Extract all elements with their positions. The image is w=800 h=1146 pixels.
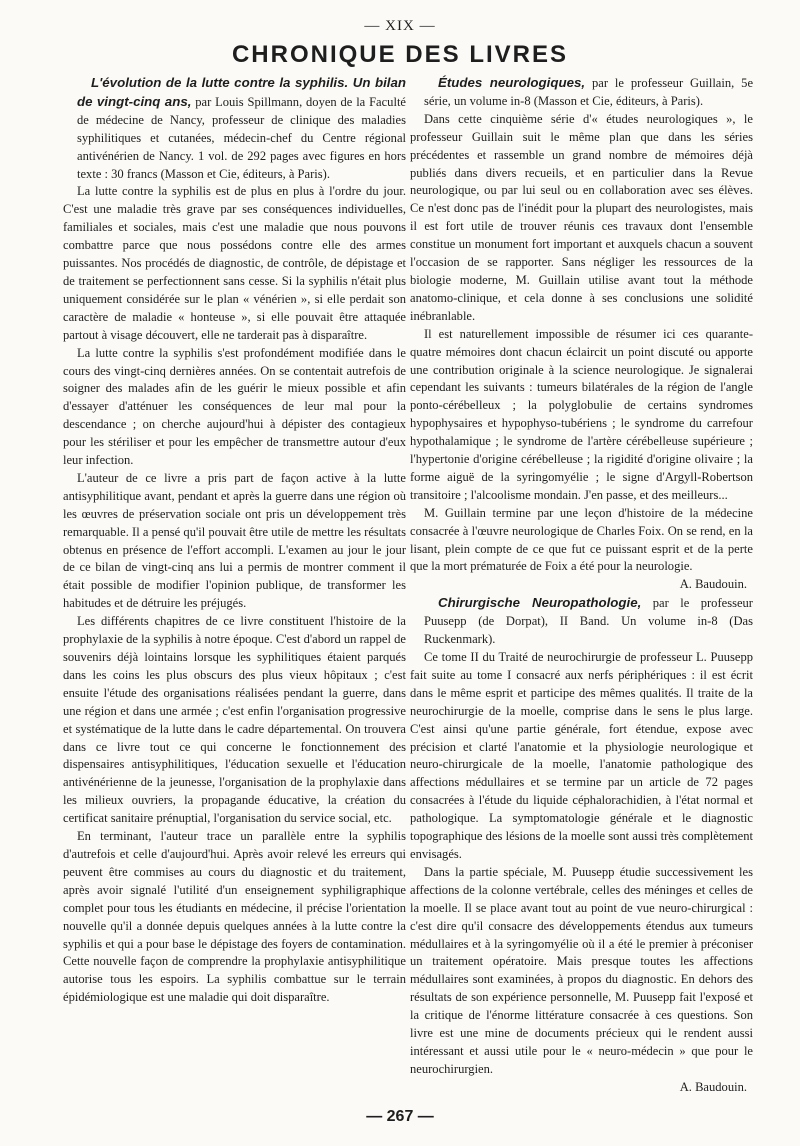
review-paragraph: Il est naturellement impossible de résumer ici ces quarante-quatre mémoires dont chacun éclaircit un point discuté ou apporte une contribution originale à la science neurologique. Je signalerai cependant les suivants : tumeurs bilatérales de la région de l'angle ponto-cérébelleux ; la polyglobulie de certains syndromes hypophysaires et hypophyso-tubériens ; le syndrome du carrefour hypothalamique ; le syndrome de l'artère cérébelleuse supérieure ; l'hypertonie d'origine cérébelleuse ; la rigidité d'origine olivaire ; la forme aiguë de la syringomyélie ; le signe d'Argyll-Robertson transitoire ; l'alcoolisme mondain. J'en passe, et des meilleurs... — [410, 326, 753, 502]
review-paragraph: L'auteur de ce livre a pris part de façon active à la lutte antisyphilitique avant, pendant et après la guerre dans une région où les œuvres de préservation sociale ont pris un développement très remarquable. Il a pensé qu'il pouvait être utile de mettre les résultats obtenus en présence de l'effort accompli. L'examen au jour le jour de ce bilan de vingt-cinq ans lui a permis de montrer comment il était possible de modifier l'opinion publique, de transformer les habitudes et de détruire les préjugés. — [63, 470, 406, 611]
review-publication: par le professeur Puusepp (de Dorpat), II Band. Un volume in-8 (Das Ruckenmark). — [424, 596, 753, 647]
review-paragraph: En terminant, l'auteur trace un parallèle entre la syphilis d'autrefois et celle d'aujourd'hui. Après avoir relevé les erreurs qui peuvent être commises au cours du diagnostic et du traitement, après avoir signalé l'utilité d'un enseignement syphiligraphique complet pour tous les étudiants en médecine, il précise l'orientation nouvelle qu'il a donnée depuis quelques années à la lutte contre la syphilis et qui a pour base le dépistage des foyers de contamination. Cette nouvelle façon de comprendre la prophylaxie antisyphilitique autorise tous les espoirs. La syphilis combattue sur le terrain épidémiologique est une maladie qui doit disparaître. — [63, 829, 406, 1005]
review-title: L'évolution de la lutte contre la syphilis. Un bilan de vingt-cinq ans, — [77, 75, 406, 109]
review-publication: par le professeur Guillain, 5e série, un volume in-8 (Masson et Cie, éditeurs, à Paris). — [424, 76, 754, 108]
page-number: — 267 — — [366, 1108, 434, 1125]
review-paragraph: La lutte contre la syphilis est de plus en plus à l'ordre du jour. C'est une maladie très grave par ses conséquences individuelles, familiales et sociales, mais c'est une maladie que nous pouvons combattre parce que nous possédons contre elle des armes puissantes. Nos procédés de diagnostic, de contrôle, de dépistage et de traitement se perfectionnent sans cesse. Si la syphilis n'était plus uniquement considérée sur le plan « vénérien », si elle perdait son caractère de maladie « honteuse », si elle pouvait être attaquée partout à visage découvert, elle ne tarderait pas à disparaître. — [63, 184, 406, 342]
review-paragraph: Les différents chapitres de ce livre constituent l'histoire de la prophylaxie de la syphilis à notre époque. C'est d'abord un rappel de souvenirs déjà lointains lorsque les syphilitiques étaient parqués dans les coins les plus obscurs des plus vieux hôpitaux ; c'est ensuite l'étude des organisations réalisées pendant la guerre, dans une région et dans une armée ; c'est enfin l'organisation progressive et systématique de la lutte dans le cadre départemental. On trouvera dans ce livre tout ce qui concerne le fonctionnement des dispensaires antisyphilitiques, l'éducation sexuelle et l'éducation antivénérienne de la jeunesse, l'organisation de la prophylaxie dans les milieux ouvriers, la propagande éducative, la création du certificat sanitaire prénuptial, l'organisation du service social, etc. — [63, 614, 406, 826]
review-signature: A. Baudouin. — [679, 577, 747, 592]
review-heading — [410, 594, 753, 649]
review-heading — [63, 74, 406, 183]
right-column — [410, 74, 753, 1097]
page-title: CHRONIQUE DES LIVRES — [231, 41, 569, 68]
review-title: Études neurologiques, — [438, 75, 586, 90]
review-title: Chirurgische Neuropathologie, — [438, 595, 642, 611]
review-paragraph: La lutte contre la syphilis s'est profondément modifiée dans le cours des vingt-cinq dernières années. On se contentait autrefois de soigner des malades afin de les guérir le mieux possible et afin d'essayer d'atténuer les conséquences de leur mal pour la descendance ; on cherche aujourd'hui à dépister des contagieux pour les stériliser et pour les empêcher de transmettre autour d'eux leur infection. — [63, 345, 406, 468]
review-paragraph: M. Guillain termine par une leçon d'histoire de la médecine consacrée à l'œuvre neurologique de Charles Foix. On se rend, en la lisant, plein compte de ce que fut ce puissant esprit et de la perte que la mort prématurée de Foix a été pour la neurologie. — [410, 505, 753, 574]
review-paragraph: Dans la partie spéciale, M. Puusepp étudie successivement les affections de la colonne vertébrale, celles des méninges et celles de la moelle. Il se place avant tout au point de vue neuro-chirurgical : c'est dire qu'il consacre des développements étendus aux tumeurs médullaires et à la syringomyélie où il a été le premier à préconiser un traitement opératoire. Mais presque toutes les affections médullaires sont examinées, à propos du diagnostic. En dehors des résultats de son expérience personnelle, M. Puusepp fait l'exposé et la critique de l'énorme littérature consacrée à ces questions. Son livre est une mine de documents précieux qui le rendent aussi intéressant et aussi utile pour le « neuro-médecin » que pour le neurochirurgien. — [410, 864, 753, 1076]
review-paragraph: Dans cette cinquième série d'« études neurologiques », le professeur Guillain suit le même plan que dans les séries précédentes et rassemble un grand nombre de mémoires déjà publiés dans divers recueils, et en particulier dans la Revue neurologique, ou par lui seul ou en collaboration avec ses élèves. Ce n'est donc pas de l'inédit pour la plupart des neurologistes, mais il est fort utile de trouver réunis ces travaux dont l'ensemble constitue un monument fort important et auxquels chacun a souvent l'occasion de se rapporter. Sans négliger les ressources de la biologie moderne, M. Guillain utilise avant tout la méthode anatomo-clinique, et cela donne à ses conclusions une solidité inébranlable. — [410, 111, 753, 323]
section-number: — XIX — — [364, 18, 436, 34]
review-paragraph: Ce tome II du Traité de neurochirurgie de professeur L. Puusepp fait suite au tome I consacré aux nerfs périphériques : il est écrit dans le même esprit et participe des mêmes qualités. Il traite de la neurochirurgie de la moelle, comprise dans le sens le plus large. C'est ainsi qu'une partie générale, fort étendue, expose avec précision et clarté l'anatomie et la physiologie neurologique et neuro-chirurgicale de la moelle, l'anatomie pathologique des affections médullaires et se termine par un article de 72 pages consacrées à l'étude du liquide céphalorachidien, à l'état normal et pathologique. La symptomatologie générale et le diagnostic topographique des lésions de la moelle sont aussi très complètement envisagés. — [410, 650, 753, 861]
review-signature: A. Baudouin. — [679, 1079, 747, 1094]
review-heading — [410, 74, 753, 111]
review-publication: par Louis Spillmann, doyen de la Faculté de médecine de Nancy, professeur de clinique des maladies syphilitiques et cutanées, médecin-chef du Centre régional antivénérien de Nancy. 1 vol. de 292 pages avec figures en hors texte : 30 francs (Masson et Cie, éditeurs, à Paris). — [77, 94, 406, 181]
left-column — [63, 74, 406, 1007]
